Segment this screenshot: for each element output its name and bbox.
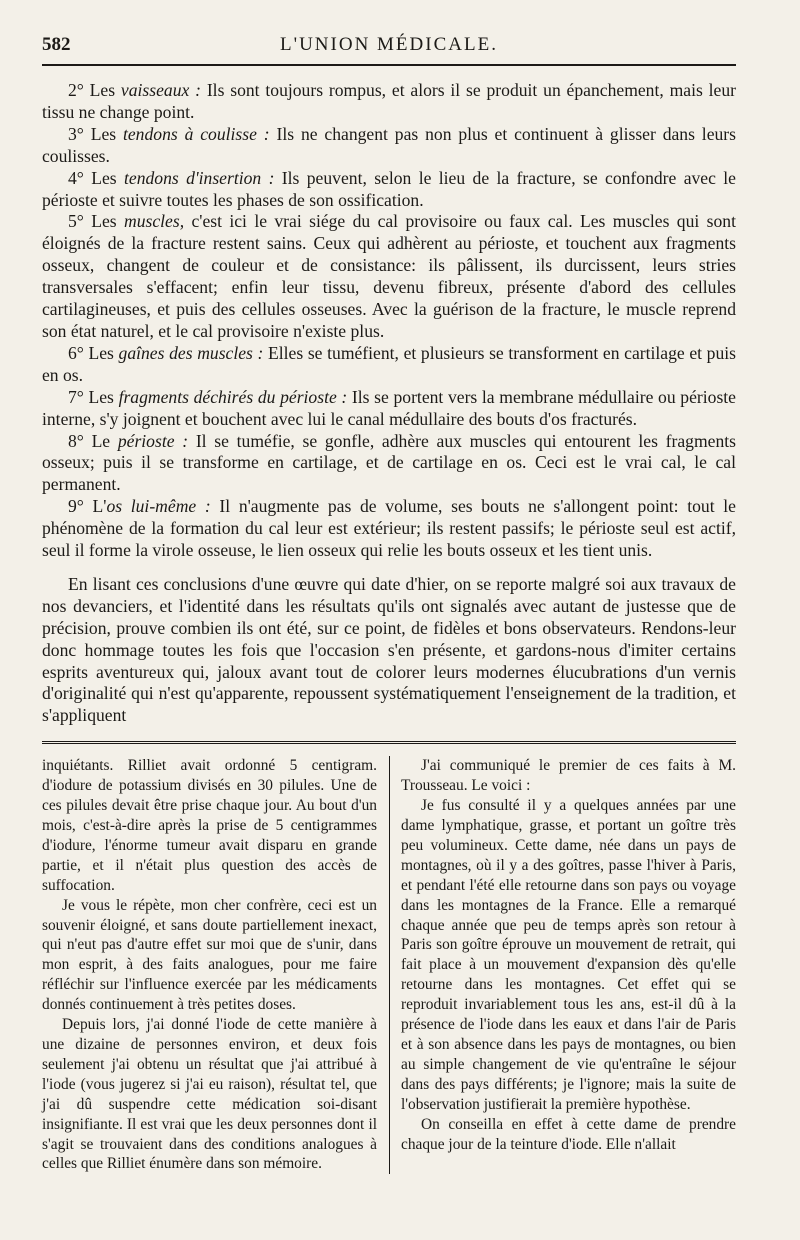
item-term-italic: vaisseaux : [120, 80, 201, 100]
running-title: L'UNION MÉDICALE. [280, 34, 498, 55]
paragraph: inquiétants. Rilliet avait ordonné 5 centigram. d'iodure de potassium divisés en 30 pilules. Une de ces pilules devait être prise chaque jour. Au bout d'un mois, c'est-à-dire après la prise de 5 centigrammes d'iodure, l'énorme tumeur avait disparu en grande partie, et il n'était plus question des accès de suffocation. [42, 757, 377, 894]
upper-section [42, 80, 736, 727]
paragraph: Je fus consulté il y a quelques années par une dame lymphatique, grasse, et portant un goître très peu volumineux. Cette dame, née dans un pays de montagnes, où il y a des goîtres, passe l'hiver à Paris, et pendant l'été elle retourne dans son pays ou voyage dans les montagnes de la France. Elle a remarqué chaque année que peu de temps après son retour à Paris son goître éprouve un mouvement de retrait, qui fait place à un mouvement d'expansion dès qu'elle retourne dans les montagnes. Cet effet qui se reproduit invariablement tous les ans, est-il dû à la présence de l'iode dans les eaux et dans l'air de Paris et à son absence dans les pays de montagnes, ou bien au simple changement de vie qu'entraîne le séjour dans des pays différents; je l'ignore; mais la suite de l'observation justifierait la première hypothèse. [401, 797, 736, 1113]
closing-paragraph: En lisant ces conclusions d'une œuvre qui date d'hier, on se reporte malgré soi aux travaux de nos devanciers, et l'identité dans les résultats qu'ils ont signalés avec autant de justesse que de précision, prouve combien ils ont été, sur ce point, de fidèles et bons observateurs. Rendons-leur donc hommage toutes les fois que l'occasion s'en présente, et gardons-nous d'imiter certains esprits aventureux qui, jaloux avant tout de colorer leurs modernes élucubrations d'un vernis d'originalité qui n'est qu'apparente, repoussent systématiquement l'enseignement de la tradition, et s'appliquent [42, 573, 736, 726]
item-text: Elles se tuméfient, et plusieurs se transforment en cartilage et puis en os. [42, 342, 736, 385]
item-term-italic: fragments déchirés du périoste : [118, 386, 348, 407]
list-item [42, 431, 736, 497]
item-text: Il se tuméfie, se gonfle, adhère aux muscles qui entourent les fragments osseux; puis il se transforme en cartilage, et de cartilage en os. Ceci est le vrai cal, le cal permanent. [42, 430, 736, 495]
list-item [42, 211, 736, 342]
item-term: Les [88, 342, 119, 363]
paragraph: On conseilla en effet à cette dame de prendre chaque jour de la teinture d'iode. Elle n'allait [401, 1115, 736, 1153]
item-text: Ils ne changent pas non plus et continuent à glisser dans leurs coulisses. [42, 123, 736, 166]
paragraph: Je vous le répète, mon cher confrère, ceci est un souvenir éloigné, et sans doute partiellement inexact, qui n'eut pas d'autre effet sur moi que de s'unir, dans mon esprit, à des faits analogues, pour me faire réfléchir sur l'influence exercée par les médicaments donnés continuement à très petites doses. [42, 896, 377, 1014]
column-separator [389, 756, 390, 1174]
page-number: 582 [42, 34, 71, 55]
item-term-italic: os lui-même : [106, 496, 211, 517]
item-term-italic: gaînes des muscles : [118, 342, 264, 363]
item-text: Ils sont toujours rompus, et alors il se produit un épanchement, mais leur tissu ne change point. [42, 80, 736, 122]
numbered-list [42, 80, 736, 562]
list-item [42, 124, 736, 168]
item-term: Les [88, 386, 119, 407]
list-item [42, 80, 736, 124]
item-term: Les [90, 123, 123, 144]
item-term: Les [91, 167, 124, 188]
two-column-body [42, 756, 736, 1174]
right-column [401, 756, 736, 1174]
item-term: Les [91, 211, 124, 232]
paragraph: J'ai communiqué le premier de ces faits à M. Trousseau. Le voici : [401, 757, 736, 795]
list-item [42, 387, 736, 431]
item-number: 8° [68, 430, 84, 451]
list-item [42, 343, 736, 387]
item-term-italic: muscles, [124, 211, 185, 232]
item-number: 6° [68, 342, 84, 363]
header-rule [42, 64, 736, 66]
item-term: Les [89, 80, 121, 100]
item-term-italic: tendons à coulisse : [122, 123, 270, 144]
item-text: Ils se portent vers la membrane médullaire ou périoste interne, s'y joignent et bouchent avec lui le canal médullaire des bouts d'os fracturés. [42, 386, 736, 429]
list-item [42, 168, 736, 212]
item-text: Ils peuvent, selon le lieu de la fracture, se confondre avec le périoste et suivre toutes les phases de son ossification. [42, 167, 736, 210]
paragraph: Depuis lors, j'ai donné l'iode de cette manière à une dizaine de personnes environ, et deux fois seulement j'ai obtenu un résultat que j'ai attribué à l'iode (vous jugerez si j'ai eu raison), résultat tel, que j'ai dû suspendre cette médication soi-disant insignifiante. Il est vrai que les deux personnes dont il s'agit se trouvaient dans des conditions analogues à celles que Rilliet énumère dans son mémoire. [42, 1016, 377, 1173]
page [42, 30, 736, 1174]
item-number: 5° [68, 211, 84, 232]
item-number: 3° [68, 123, 84, 144]
item-text: Il n'augmente pas de volume, ses bouts ne s'allongent point: tout le phénomène de la formation du cal leur est extérieur; ils restent passifs; le périoste seul est actif, seul il forme la virole osseuse, le lien osseux qui relie les bouts osseux et les tient unis. [42, 496, 736, 561]
item-term: L' [92, 496, 107, 517]
list-item [42, 496, 736, 562]
item-term: Le [91, 430, 118, 451]
item-term-italic: périoste : [117, 430, 189, 451]
item-text: c'est ici le vrai siége du cal provisoire ou faux cal. Les muscles qui sont éloignés de la fracture restent sains. Ceux qui adhèrent au périoste, et touchent aux fragments osseux, changent de couleur et de consistance: ils pâlissent, ils durcissent, leurs stries transversales s'effacent; enfin leur tissu, devenu fibreux, présente d'abord des cellules cartilagineuses, et puis des cellules osseuses. Avec la guérison de la fracture, le muscle reprend son état naturel, et le cal provisoire n'existe plus. [42, 211, 736, 341]
left-column [42, 756, 377, 1174]
section-divider [42, 741, 736, 744]
item-term-italic: tendons d'insertion : [124, 167, 275, 188]
item-number: 7° [68, 386, 84, 407]
item-number: 9° [68, 496, 84, 517]
item-number: 4° [68, 167, 84, 188]
page-header [42, 30, 736, 64]
item-number: 2° [68, 80, 84, 100]
